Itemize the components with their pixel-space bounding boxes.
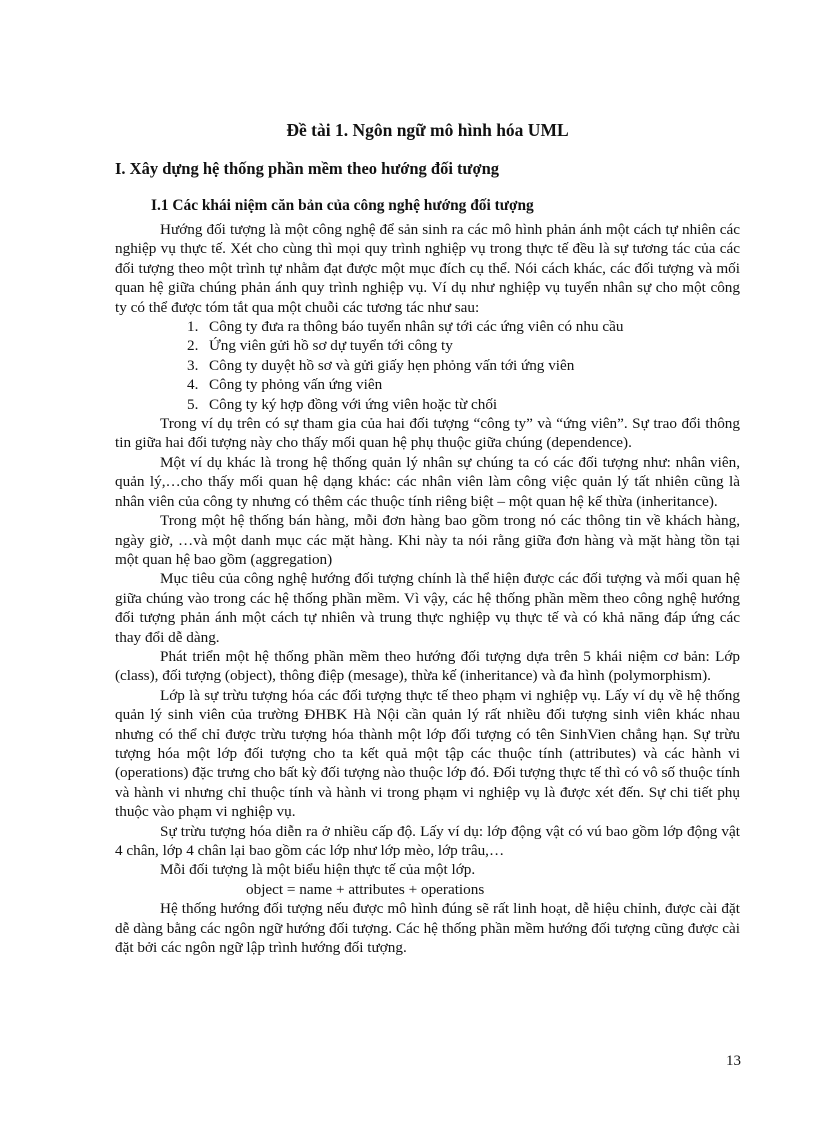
document-title: Đề tài 1. Ngôn ngữ mô hình hóa UML [286,120,569,140]
paragraph-goal: Mục tiêu của công nghệ hướng đối tượng chính là thể hiện được các đối tượng và mối quan hệ giữa chúng vào trong các hệ thống phần mềm. Vì vậy, các hệ thống phần mềm theo công nghệ hướng đối tượng phản ánh một cách tự nhiên và trung thực nghiệp vụ thực tế và có khả năng đáp ứng các thay đổi dễ dàng. [115,570,740,646]
interaction-list [115,317,740,414]
paragraph-abstraction-levels: Sự trừu tượng hóa diễn ra ở nhiều cấp độ. Lấy ví dụ: lớp động vật có vú bao gồm lớp động vật 4 chân, lớp 4 chân lại bao gồm các lớp như lớp mèo, lớp trâu,… [115,822,740,859]
list-item [115,317,740,336]
list-item-number: 1. [187,318,199,336]
list-item-text: Công ty phỏng vấn ứng viên [209,376,383,394]
formula-object: object = name + attributes + operations [246,880,485,898]
list-item-text: Công ty duyệt hồ sơ và gửi giấy hẹn phỏng vấn tới ứng viên [209,356,575,374]
paragraph-dependence: Trong ví dụ trên có sự tham gia của hai đối tượng “công ty” và “ứng viên”. Sự trao đổi thông tin giữa hai đối tượng này cho thấy mối quan hệ phụ thuộc giữa chúng (dependence). [115,415,740,452]
list-item-text: Công ty ký hợp đồng với ứng viên hoặc từ chối [209,395,498,413]
paragraph-aggregation: Trong một hệ thống bán hàng, mỗi đơn hàng bao gồm trong nó các thông tin về khách hàng, ngày giờ, …và một danh mục các mặt hàng. Khi này ta nói rằng giữa đơn hàng và mặt hàng tồn tại một quan hệ bao gồm (aggregation) [115,512,740,568]
paragraph-conclusion: Hệ thống hướng đối tượng nếu được mô hình đúng sẽ rất linh hoạt, dễ hiệu chỉnh, được cài đặt dễ dàng bằng các ngôn ngữ hướng đối tượng. Các hệ thống phần mềm hướng đối tượng cũng được cài đặt bởi các ngôn ngữ lập trình hướng đối tượng. [115,900,740,957]
subsection-heading: I.1 Các khái niệm căn bản của công nghệ hướng đối tượng [151,197,534,214]
list-item-text: Công ty đưa ra thông báo tuyển nhân sự tới các ứng viên có nhu cầu [209,318,624,336]
page-content [115,119,740,957]
paragraph-class: Lớp là sự trừu tượng hóa các đối tượng thực tế theo phạm vi nghiệp vụ. Lấy ví dụ về hệ thống quản lý sinh viên của trường ĐHBK Hà Nội cần quản lý rất nhiều đối tượng sinh viên khác nhau nhưng có thể chỉ được trừu tượng hóa thành một lớp đối tượng có tên SinhVien chẳng hạn. Sự trừu tượng hóa một lớp đối tượng cho ta kết quả một tập các thuộc tính (attributes) và các hành vi (operations) đặc trưng cho bất kỳ đối tượng nào thuộc lớp đó. Đối tượng thực tế thì có vô số thuộc tính và hành vi nhưng chỉ thuộc tính và hành vi trong phạm vi nghiệp vụ là được xét đến. Sự chi tiết phụ thuộc vào phạm vi nghiệp vụ. [115,686,740,821]
list-item-text: Ứng viên gửi hồ sơ dự tuyển tới công ty [209,337,453,355]
paragraph-intro: Hướng đối tượng là một công nghệ để sản sinh ra các mô hình phản ánh một cách tự nhiên các nghiệp vụ thực tế. Xét cho cùng thì mọi quy trình nghiệp vụ trong thực tế đều là sự tương tác của các đối tượng theo một trình tự nhằm đạt được một mục đích cụ thể. Nói cách khác, các đối tượng và mối quan hệ giữa chúng phản ánh quy trình nghiệp vụ. Ví dụ như nghiệp vụ tuyển nhân sự cho một công ty có thể được tóm tắt qua một chuỗi các tương tác như sau: [115,221,740,316]
list-item [115,336,740,355]
list-item-number: 4. [187,376,199,394]
list-item-number: 3. [187,356,199,374]
section-heading: I. Xây dựng hệ thống phần mềm theo hướng đối tượng [115,159,500,178]
page-number: 13 [726,1053,741,1069]
list-item-number: 2. [187,337,199,355]
paragraph-object-instance: Mỗi đối tượng là một biểu hiện thực tế của một lớp. [160,861,476,879]
paragraph-inheritance: Một ví dụ khác là trong hệ thống quản lý nhân sự chúng ta có các đối tượng như: nhân viên, quản lý,…cho thấy mối quan hệ dạng khác: các nhân viên làm công việc quản lý tất nhiên cũng là nhân viên của công ty nhưng có thêm các thuộc tính riêng biệt – một quan hệ kế thừa (inheritance). [115,453,740,510]
list-item [115,375,740,394]
paragraph-five-concepts: Phát triển một hệ thống phần mềm theo hướng đối tượng dựa trên 5 khái niệm cơ bản: Lớp (class), đối tượng (object), thông điệp (mesage), thừa kế (inheritance) và đa hình (polymorphism). [115,647,740,685]
list-item [115,395,740,414]
list-item-number: 5. [187,395,199,413]
list-item [115,356,740,375]
